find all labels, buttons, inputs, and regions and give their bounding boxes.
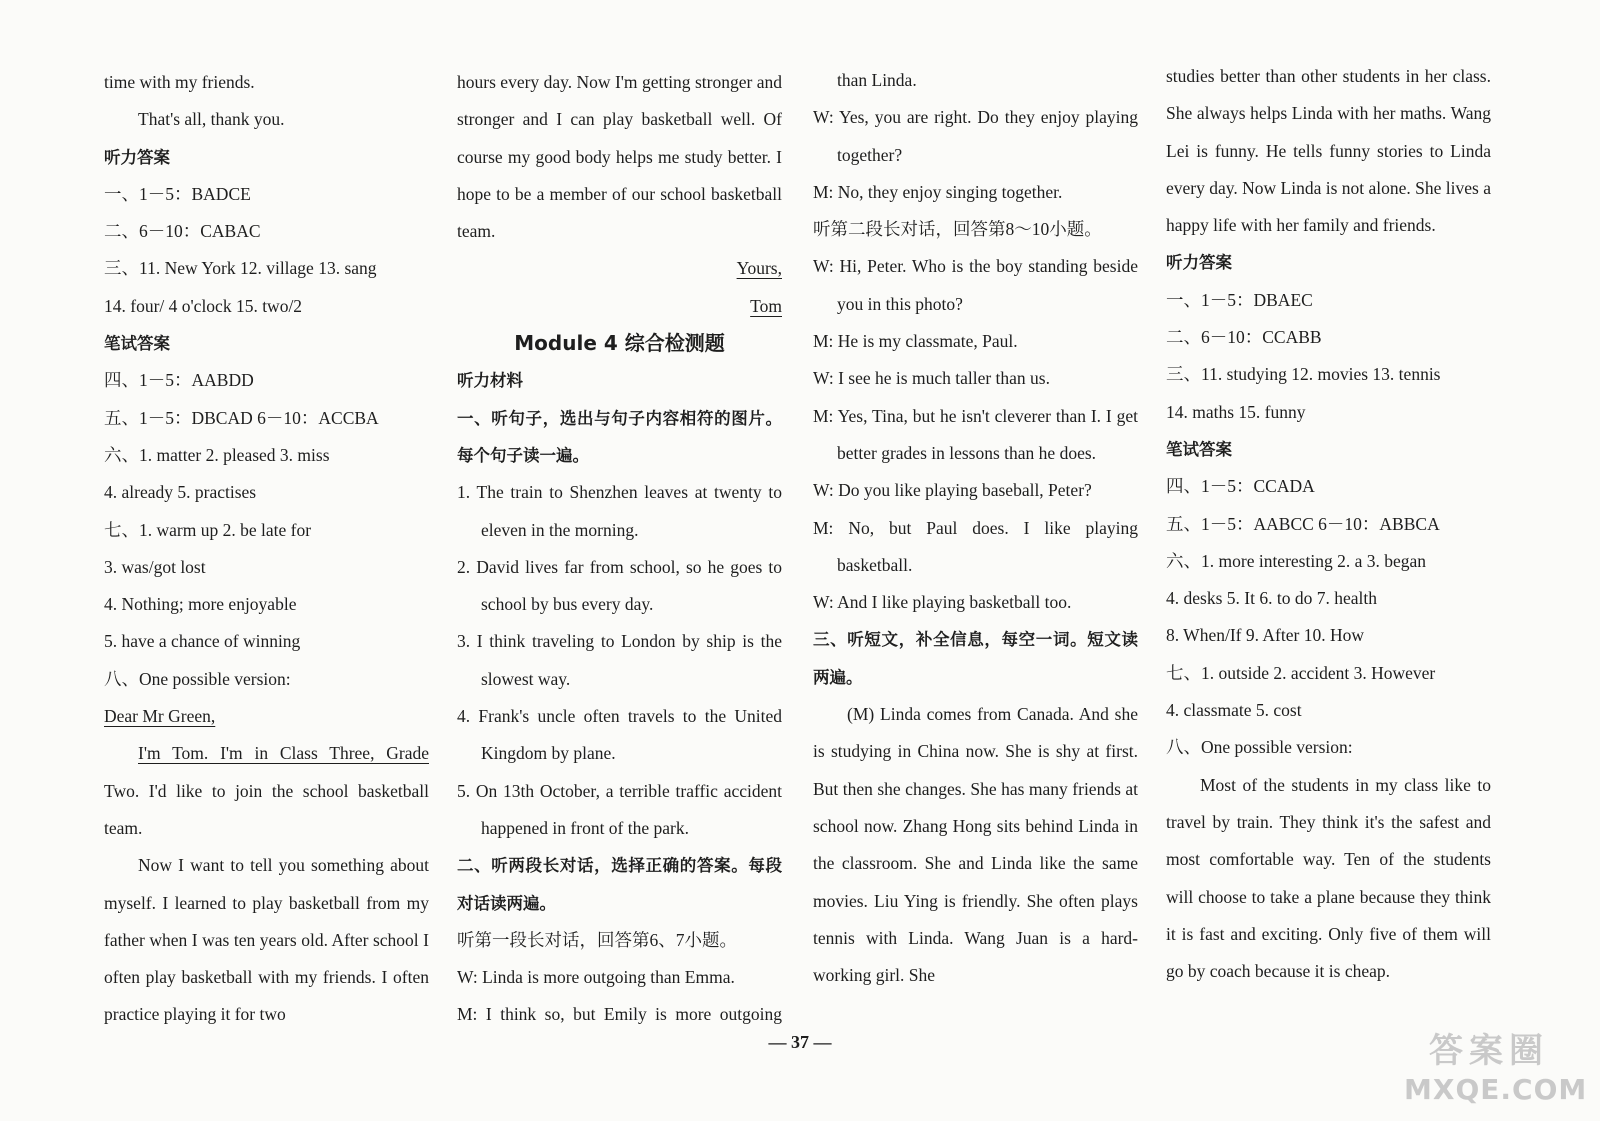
letter-closing (457, 250, 782, 287)
section-heading: 笔试答案 (104, 334, 170, 354)
letter-salutation-text: Dear Mr Green, (104, 706, 216, 727)
answer-line: 八、One possible version: (1166, 737, 1353, 758)
letter-paragraph: hours every day. Now I'm getting stronger and stronger and I can play basketball well. Of course my good body helps me study better. I hope to be a member of our school basketball team. (457, 72, 782, 242)
answer-line: 4. already 5. practises (104, 482, 257, 503)
answer-line: 七、1. warm up 2. be late for (104, 519, 312, 540)
answer-line: 五、1－5：AABCC 6－10：ABBCA (1166, 513, 1440, 534)
text-line: time with my friends. (104, 72, 255, 92)
answer-line: 四、1－5：CCADA (1166, 476, 1315, 497)
dialogue-line: W: And I like playing basketball too. (813, 592, 1072, 613)
dialogue-line: W: I see he is much taller than us. (813, 368, 1050, 389)
dialogue-line: W: Yes, you are right. Do they enjoy playing together? (813, 107, 1138, 165)
answer-line: 一、1－5：DBAEC (1166, 289, 1313, 310)
answer-line: 14. four/ 4 o'clock 15. two/2 (104, 295, 303, 316)
letter-signature-text: Tom (750, 295, 782, 316)
section-heading: 一、听句子，选出与句子内容相符的图片。每个句子读一遍。 (457, 408, 782, 465)
answer-line: 一、1－5：BADCE (104, 183, 251, 204)
answer-line: 八、One possible version: (104, 668, 291, 689)
letter-signature (457, 288, 782, 325)
essay-paragraph: Most of the students in my class like to travel by train. They think it's the safest and most comfortable way. Ten of the students will choose to take a plane because they think it is fast and exciting. Only five of them will go by coach because it is cheap. (1166, 774, 1491, 982)
answer-line: 14. maths 15. funny (1166, 401, 1306, 422)
answer-line: 七、1. outside 2. accident 3. However (1166, 662, 1436, 683)
section-heading: 听力答案 (104, 147, 170, 167)
dialogue-line: than Linda. (837, 70, 917, 90)
letter-salutation (104, 698, 429, 735)
answer-line: 5. have a chance of winning (104, 631, 301, 652)
module-title: Module 4 综合检测题 (514, 331, 725, 356)
listening-item: 2. David lives far from school, so he goes to school by bus every day. (457, 556, 782, 615)
answer-line: 8. When/If 9. After 10. How (1166, 625, 1364, 646)
letter-closing-text: Yours, (736, 258, 782, 279)
dialogue-line: W: Hi, Peter. Who is the boy standing beside you in this photo? (813, 256, 1138, 314)
answer-line: 三、11. studying 12. movies 13. tennis (1166, 364, 1441, 385)
watermark-text-cn: 答案圈 (1429, 1031, 1549, 1071)
listening-item: 4. Frank's uncle often travels to the United Kingdom by plane. (457, 706, 782, 764)
section-heading: 听力材料 (457, 371, 523, 391)
watermark-logo (1404, 1029, 1588, 1113)
dialogue-intro: 听第一段长对话，回答第6、7小题。 (457, 929, 737, 950)
section-heading: 笔试答案 (1166, 439, 1232, 459)
section-heading: 二、听两段长对话，选择正确的答案。每段对话读两遍。 (457, 856, 782, 913)
watermark-text-en: MXQE.COM (1404, 1073, 1588, 1106)
answer-line: 四、1－5：AABDD (104, 370, 254, 391)
section-heading: 听力答案 (1166, 253, 1232, 273)
answer-line: 二、6－10：CCABB (1166, 327, 1322, 348)
column-4 (1166, 58, 1491, 990)
dialogue-line: M: No, but Paul does. I like playing basketball. (813, 517, 1138, 575)
letter-paragraph: Now I want to tell you something about myself. I learned to play basketball from my father when I was ten years old. After school I often play basketball with my friends. I often practice playing it for two (104, 855, 429, 1025)
answer-line: 三、11. New York 12. village 13. sang (104, 258, 377, 279)
answer-line: 五、1－5：DBCAD 6－10：ACCBA (104, 407, 379, 428)
dialogue-line: W: Do you like playing baseball, Peter? (813, 480, 1092, 501)
answer-line: 3. was/got lost (104, 556, 206, 577)
dialogue-intro: 听第二段长对话，回答第8～10小题。 (813, 219, 1102, 240)
dialogue-line: M: Yes, Tina, but he isn't cleverer than I. I get better grades in lessons than he does. (813, 405, 1138, 463)
passage-paragraph: studies better than other students in her class. She always helps Linda with her maths. Wang Lei is funny. He tells funny stories to Linda every day. Now Linda is not alone. She lives a happy life with her family and friends. (1166, 66, 1491, 236)
answer-line: 六、1. more interesting 2. a 3. began (1166, 550, 1427, 571)
listening-item: 3. I think traveling to London by ship is the slowest way. (457, 631, 782, 689)
letter-line-text: I'm Tom. I'm in Class Three, Grade (138, 743, 429, 764)
text-line: That's all, thank you. (138, 109, 285, 130)
dialogue-line: M: No, they enjoy singing together. (813, 181, 1063, 202)
listening-item: 5. On 13th October, a terrible traffic accident happened in front of the park. (457, 780, 782, 838)
answer-line: 4. desks 5. It 6. to do 7. health (1166, 588, 1377, 609)
answer-line: 二、6－10：CABAC (104, 221, 261, 242)
letter-paragraph: Two. I'd like to join the school basketball team. (104, 780, 429, 838)
passage-paragraph: (M) Linda comes from Canada. And she is studying in China now. She is shy at first. But then she changes. She has many friends at school now. Zhang Hong sits behind Linda in the classroom. She and Linda like the same movies. Liu Ying is friendly. She often plays tennis with Linda. Wang Juan is a hard-working girl. She (813, 704, 1138, 986)
dialogue-line: M: I think so, but Emily is more outgoing (457, 1004, 782, 1025)
answer-line: 六、1. matter 2. pleased 3. miss (104, 444, 330, 465)
column-2 (457, 64, 782, 1034)
answer-line: 4. classmate 5. cost (1166, 700, 1302, 721)
letter-line (104, 735, 429, 772)
answer-line: 4. Nothing; more enjoyable (104, 594, 297, 615)
dialogue-line: M: He is my classmate, Paul. (813, 331, 1018, 352)
column-3 (813, 62, 1138, 994)
listening-item: 1. The train to Shenzhen leaves at twenty to eleven in the morning. (457, 482, 782, 540)
column-1 (104, 64, 429, 1034)
page-number: — 37 — (768, 1032, 832, 1052)
section-heading: 三、听短文，补全信息，每空一词。短文读两遍。 (813, 630, 1138, 687)
dialogue-line: W: Linda is more outgoing than Emma. (457, 967, 735, 988)
